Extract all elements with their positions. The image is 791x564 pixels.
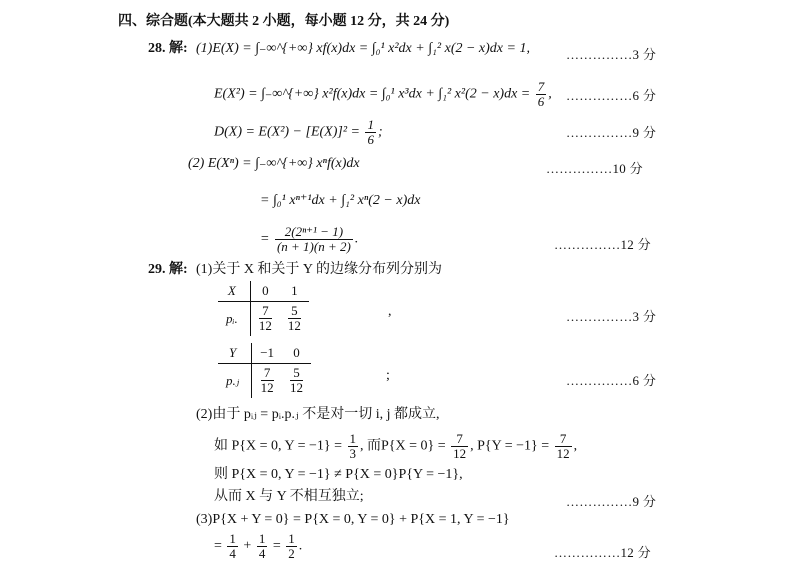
q28-line-4: (2) E(Xⁿ) = ∫₋∞^{+∞} xⁿf(x)dx bbox=[188, 156, 360, 171]
frac-numerator: 1 bbox=[229, 531, 236, 546]
frac-denominator: 4 bbox=[258, 546, 266, 561]
frac-denominator: (n + 1)(n + 2) bbox=[276, 239, 351, 254]
q28-frac-result bbox=[275, 225, 353, 254]
section-title: 四、综合题(本大题共 2 小题，每小题 12 分，共 24 分) bbox=[118, 14, 450, 29]
q29-frac-1-2 bbox=[286, 532, 297, 561]
frac-denominator: 12 bbox=[260, 380, 274, 395]
q29-frac-7-12-b bbox=[555, 432, 572, 461]
q28-frac-1-6 bbox=[365, 118, 376, 147]
frac-denominator: 12 bbox=[556, 446, 570, 461]
table-cell: 0 bbox=[250, 281, 280, 302]
table-label-x: X bbox=[218, 281, 250, 302]
table-y-semicolon: ; bbox=[386, 368, 390, 383]
frac-denominator: 12 bbox=[290, 380, 304, 395]
q29-line-3a: 如 P{X = 0, Y = −1} = bbox=[214, 438, 346, 454]
q28-line-2: E(X²) = ∫₋∞^{+∞} x²f(x)dx = ∫₀¹ x³dx + ∫₁² x²(2 − x)dx = $\frac{7}{6}$ , bbox=[214, 79, 552, 109]
frac-numerator: 7 bbox=[451, 432, 468, 447]
q29-line-2: (2)由于 pᵢⱼ = pᵢ.p.ⱼ 不是对一切 i, j 都成立, bbox=[196, 407, 440, 422]
frac-denominator: 4 bbox=[229, 546, 236, 561]
q28-score-5: ……………12 分 bbox=[554, 237, 651, 252]
q28-number: 28. 解: bbox=[148, 41, 188, 56]
x-distribution-table bbox=[218, 281, 309, 336]
frac-numerator: 2(2ⁿ⁺¹ − 1) bbox=[275, 225, 353, 240]
q29-line-7-eq2: = bbox=[272, 538, 281, 554]
frac-numerator: 7 bbox=[555, 432, 572, 447]
q29-number: 29. 解: bbox=[148, 262, 188, 277]
frac-numerator: 5 bbox=[288, 304, 301, 319]
q28-line-5: = ∫₀¹ xⁿ⁺¹dx + ∫₁² xⁿ(2 − x)dx bbox=[260, 193, 421, 208]
table-x-comma: , bbox=[388, 304, 392, 319]
q29-frac-1-4-a bbox=[227, 532, 238, 561]
q29-frac-1-4-b bbox=[257, 532, 268, 561]
table-cell bbox=[252, 364, 282, 399]
q28-line-3: D(X) = E(X²) − [E(X)]² = $\frac{1}{6}$ ; bbox=[214, 117, 383, 147]
frac-numerator: 1 bbox=[349, 431, 356, 446]
table-cell bbox=[280, 302, 309, 337]
q29-line-4: 则 P{X = 0, Y = −1} ≠ P{X = 0}P{Y = −1}, bbox=[214, 467, 463, 482]
frac-denominator: 6 bbox=[367, 132, 374, 147]
q28-score-4: ……………10 分 bbox=[546, 161, 643, 176]
q29-score-4: ……………12 分 bbox=[554, 545, 651, 560]
table-cell: 0 bbox=[282, 343, 311, 364]
q29-frac-7-12-a bbox=[451, 432, 468, 461]
q29-line-6: (3)P{X + Y = 0} = P{X = 0, Y = 0} + P{X = 1, Y = −1} bbox=[196, 512, 510, 527]
frac-denominator: 12 bbox=[287, 318, 301, 333]
q29-line-3: 如 P{X = 0, Y = −1} = $\frac{1}{3}$ , 而P{X = 0} = $\frac{7}{12}$ , P{Y = −1} = $\frac{7}{12}$ , bbox=[214, 431, 578, 461]
q29-line-7-plus: + bbox=[243, 538, 252, 554]
q29-line-1: (1)关于 X 和关于 Y 的边缘分布列分别为 bbox=[196, 262, 443, 277]
q28-line-1: (1)E(X) = ∫₋∞^{+∞} xf(x)dx = ∫₀¹ x²dx + ∫₁² x(2 − x)dx = 1, bbox=[196, 41, 530, 56]
table-label-y: Y bbox=[218, 343, 252, 364]
q28-line-6: = $\frac{\text{2(2ⁿ⁺¹ − 1)}}{(n + 1)(n + 2)}$ . bbox=[260, 224, 359, 254]
frac-numerator: 5 bbox=[290, 366, 303, 381]
q29-score-3: ……………9 分 bbox=[566, 494, 657, 509]
y-distribution-table bbox=[218, 343, 311, 398]
frac-numerator: 1 bbox=[367, 117, 374, 132]
frac-denominator: 12 bbox=[258, 318, 272, 333]
q29-line-7: = $\frac{1}{4}$ + $\frac{1}{4}$ = $\frac{1}{2}$ . bbox=[214, 531, 303, 561]
frac-denominator: 2 bbox=[288, 546, 295, 561]
table-label-pi: pᵢ. bbox=[218, 302, 250, 337]
frac-denominator: 6 bbox=[537, 94, 545, 109]
frac-denominator: 12 bbox=[453, 446, 467, 461]
q28-line-2-text: E(X²) = ∫₋∞^{+∞} x²f(x)dx = ∫₀¹ x³dx + ∫₁² x²(2 − x)dx = bbox=[214, 86, 534, 102]
q28-score-1: ……………3 分 bbox=[566, 47, 657, 62]
q28-line-6-eq: = bbox=[260, 231, 270, 247]
q29-line-3c: , P{Y = −1} = bbox=[470, 438, 553, 454]
q28-score-3: ……………9 分 bbox=[566, 125, 657, 140]
q29-line-7-eq: = bbox=[214, 538, 222, 554]
q29-line-5: 从而 X 与 Y 不相互独立; bbox=[214, 489, 364, 504]
q29-line-3b: , 而P{X = 0} = bbox=[360, 438, 450, 454]
frac-numerator: 7 bbox=[259, 304, 272, 319]
q28-frac-7-6 bbox=[536, 80, 547, 109]
table-cell: 1 bbox=[280, 281, 309, 302]
table-cell bbox=[282, 364, 311, 399]
q29-score-2: ……………6 分 bbox=[566, 373, 657, 388]
table-cell: −1 bbox=[252, 343, 282, 364]
q28-score-2: ……………6 分 bbox=[566, 88, 657, 103]
q29-score-1: ……………3 分 bbox=[566, 309, 657, 324]
frac-numerator: 1 bbox=[288, 531, 295, 546]
frac-numerator: 7 bbox=[261, 366, 274, 381]
frac-numerator: 1 bbox=[258, 531, 266, 546]
table-cell bbox=[250, 302, 280, 337]
q28-line-3-text: D(X) = E(X²) − [E(X)]² = bbox=[214, 124, 364, 140]
frac-denominator: 3 bbox=[349, 446, 356, 461]
table-label-pj: p.ⱼ bbox=[218, 364, 252, 399]
frac-numerator: 7 bbox=[537, 79, 545, 94]
q29-frac-1-3 bbox=[348, 432, 359, 461]
